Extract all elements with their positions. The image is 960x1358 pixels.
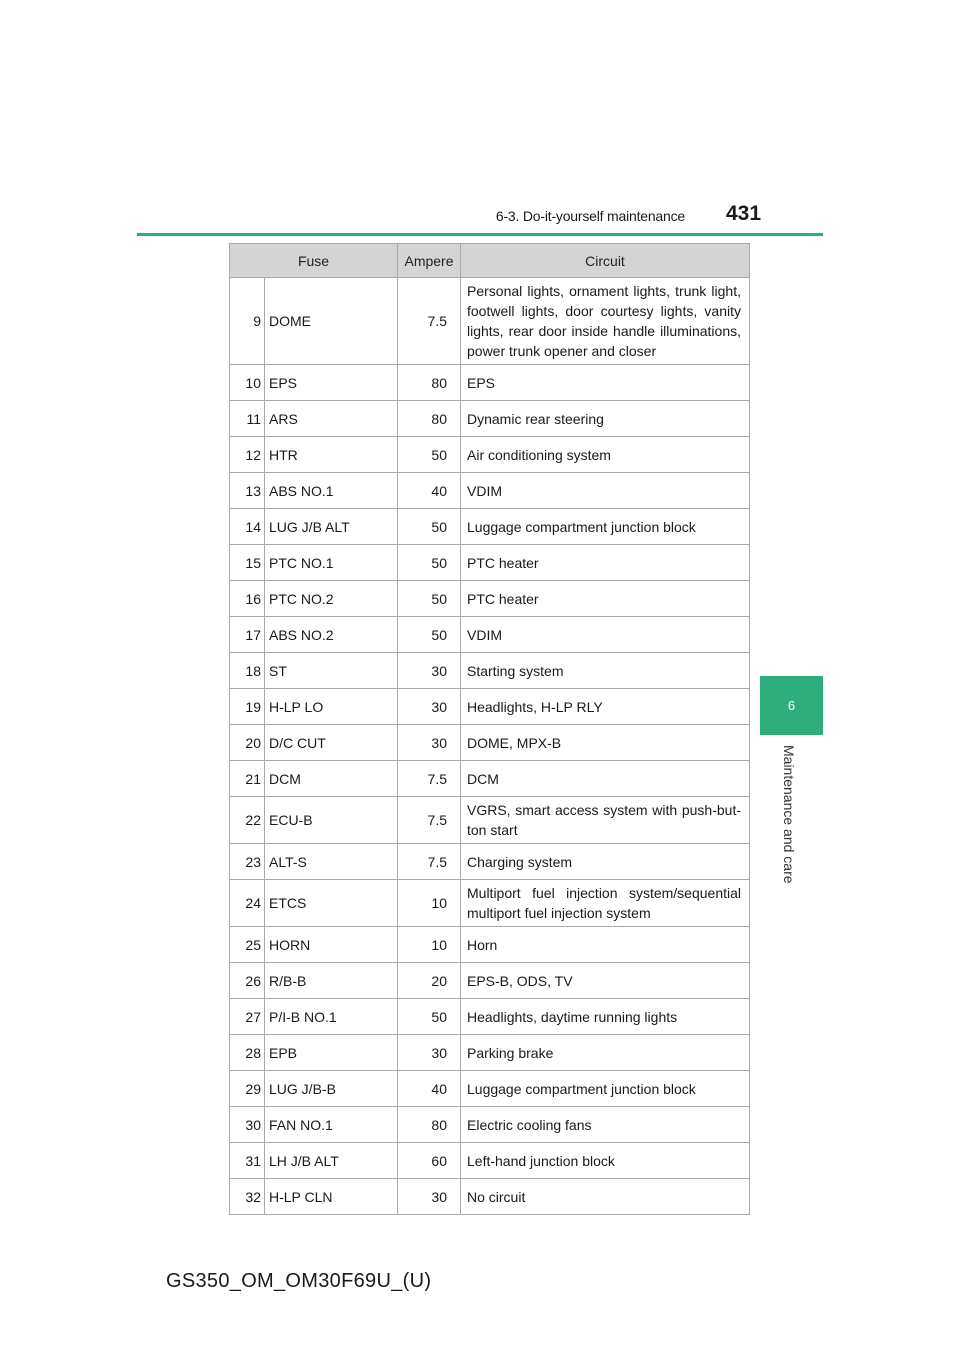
fuse-number-cell: 21 [230, 761, 265, 797]
circuit-cell: EPS-B, ODS, TV [461, 963, 750, 999]
circuit-cell: PTC heater [461, 545, 750, 581]
ampere-cell: 50 [398, 545, 461, 581]
fuse-number-cell: 28 [230, 1035, 265, 1071]
ampere-cell: 50 [398, 509, 461, 545]
fuse-name-cell: LUG J/B ALT [265, 509, 398, 545]
ampere-cell: 30 [398, 725, 461, 761]
ampere-cell: 50 [398, 581, 461, 617]
circuit-cell: EPS [461, 365, 750, 401]
circuit-cell: DCM [461, 761, 750, 797]
circuit-cell: VDIM [461, 617, 750, 653]
table-row [230, 401, 750, 437]
table-row [230, 653, 750, 689]
ampere-cell: 40 [398, 473, 461, 509]
section-title: 6-3. Do-it-yourself maintenance [495, 208, 685, 224]
fuse-number-cell: 27 [230, 999, 265, 1035]
ampere-cell: 60 [398, 1143, 461, 1179]
fuse-name-cell: DOME [265, 278, 398, 365]
table-row [230, 509, 750, 545]
fuse-number-cell: 13 [230, 473, 265, 509]
fuse-number-cell: 15 [230, 545, 265, 581]
ampere-cell: 50 [398, 617, 461, 653]
circuit-cell: VDIM [461, 473, 750, 509]
fuse-number-cell: 22 [230, 797, 265, 844]
table-row [230, 1143, 750, 1179]
table-row [230, 927, 750, 963]
fuse-name-cell: ALT-S [265, 844, 398, 880]
ampere-cell: 50 [398, 999, 461, 1035]
ampere-cell: 30 [398, 653, 461, 689]
chapter-tab[interactable]: 6 [760, 676, 823, 735]
fuse-name-cell: ST [265, 653, 398, 689]
circuit-cell: Parking brake [461, 1035, 750, 1071]
circuit-cell: Starting system [461, 653, 750, 689]
column-header-ampere: Ampere [398, 244, 461, 278]
fuse-number-cell: 31 [230, 1143, 265, 1179]
fuse-name-cell: H-LP LO [265, 689, 398, 725]
fuse-number-cell: 26 [230, 963, 265, 999]
fuse-name-cell: ETCS [265, 880, 398, 927]
table-row [230, 880, 750, 927]
table-row [230, 278, 750, 365]
circuit-cell: PTC heater [461, 581, 750, 617]
fuse-number-cell: 16 [230, 581, 265, 617]
column-header-fuse: Fuse [230, 244, 398, 278]
fuse-name-cell: ABS NO.1 [265, 473, 398, 509]
fuse-name-cell: PTC NO.2 [265, 581, 398, 617]
table-row [230, 473, 750, 509]
circuit-cell: Headlights, H-LP RLY [461, 689, 750, 725]
ampere-cell: 7.5 [398, 761, 461, 797]
fuse-number-cell: 12 [230, 437, 265, 473]
table-row [230, 437, 750, 473]
circuit-cell: VGRS, smart access system with push-but-ton start [461, 797, 750, 844]
ampere-cell: 80 [398, 365, 461, 401]
table-row [230, 725, 750, 761]
fuse-number-cell: 20 [230, 725, 265, 761]
fuse-name-cell: LUG J/B-B [265, 1071, 398, 1107]
table-row [230, 545, 750, 581]
ampere-cell: 10 [398, 927, 461, 963]
circuit-cell: Horn [461, 927, 750, 963]
ampere-cell: 7.5 [398, 278, 461, 365]
fuse-name-cell: DCM [265, 761, 398, 797]
fuse-name-cell: ARS [265, 401, 398, 437]
circuit-cell: No circuit [461, 1179, 750, 1215]
circuit-cell: Luggage compartment junction block [461, 509, 750, 545]
fuse-number-cell: 30 [230, 1107, 265, 1143]
fuse-name-cell: PTC NO.1 [265, 545, 398, 581]
fuse-number-cell: 24 [230, 880, 265, 927]
fuse-name-cell: HTR [265, 437, 398, 473]
fuse-number-cell: 25 [230, 927, 265, 963]
fuse-number-cell: 11 [230, 401, 265, 437]
ampere-cell: 80 [398, 401, 461, 437]
ampere-cell: 50 [398, 437, 461, 473]
fuse-number-cell: 29 [230, 1071, 265, 1107]
fuse-name-cell: P/I-B NO.1 [265, 999, 398, 1035]
table-row [230, 1035, 750, 1071]
ampere-cell: 40 [398, 1071, 461, 1107]
table-row [230, 1179, 750, 1215]
table-row [230, 689, 750, 725]
fuse-name-cell: H-LP CLN [265, 1179, 398, 1215]
table-row [230, 1107, 750, 1143]
fuse-number-cell: 10 [230, 365, 265, 401]
page-number: 431 [726, 202, 762, 225]
fuse-table [229, 243, 750, 1215]
ampere-cell: 30 [398, 1035, 461, 1071]
circuit-cell: Dynamic rear steering [461, 401, 750, 437]
circuit-cell: Headlights, daytime running lights [461, 999, 750, 1035]
table-row [230, 617, 750, 653]
fuse-name-cell: LH J/B ALT [265, 1143, 398, 1179]
fuse-number-cell: 14 [230, 509, 265, 545]
fuse-name-cell: EPS [265, 365, 398, 401]
circuit-cell: Charging system [461, 844, 750, 880]
table-row [230, 963, 750, 999]
ampere-cell: 30 [398, 689, 461, 725]
fuse-number-cell: 18 [230, 653, 265, 689]
table-body [230, 278, 750, 1215]
fuse-name-cell: EPB [265, 1035, 398, 1071]
table-header-row [230, 244, 750, 278]
chapter-label: Maintenance and care [781, 745, 797, 884]
circuit-cell: Personal lights, ornament lights, trunk light, footwell lights, door courtesy lights, vanity lights, rear door inside handle illuminations, power trunk opener and closer [461, 278, 750, 365]
fuse-name-cell: ECU-B [265, 797, 398, 844]
circuit-cell: Left-hand junction block [461, 1143, 750, 1179]
column-header-circuit: Circuit [461, 244, 750, 278]
fuse-name-cell: D/C CUT [265, 725, 398, 761]
circuit-cell: Luggage compartment junction block [461, 1071, 750, 1107]
table-row [230, 999, 750, 1035]
fuse-name-cell: ABS NO.2 [265, 617, 398, 653]
ampere-cell: 7.5 [398, 797, 461, 844]
ampere-cell: 10 [398, 880, 461, 927]
ampere-cell: 80 [398, 1107, 461, 1143]
table-row [230, 365, 750, 401]
ampere-cell: 30 [398, 1179, 461, 1215]
fuse-number-cell: 23 [230, 844, 265, 880]
fuse-name-cell: HORN [265, 927, 398, 963]
fuse-number-cell: 17 [230, 617, 265, 653]
document-id: GS350_OM_OM30F69U_(U) [166, 1270, 432, 1292]
table-row [230, 797, 750, 844]
fuse-number-cell: 9 [230, 278, 265, 365]
ampere-cell: 7.5 [398, 844, 461, 880]
circuit-cell: Electric cooling fans [461, 1107, 750, 1143]
fuse-name-cell: R/B-B [265, 963, 398, 999]
table-row [230, 1071, 750, 1107]
fuse-name-cell: FAN NO.1 [265, 1107, 398, 1143]
circuit-cell: Air conditioning system [461, 437, 750, 473]
header-divider [137, 233, 823, 236]
table-row [230, 581, 750, 617]
fuse-number-cell: 19 [230, 689, 265, 725]
table-row [230, 844, 750, 880]
ampere-cell: 20 [398, 963, 461, 999]
circuit-cell: DOME, MPX-B [461, 725, 750, 761]
circuit-cell: Multiport fuel injection system/sequential multiport fuel injection system [461, 880, 750, 927]
fuse-number-cell: 32 [230, 1179, 265, 1215]
table-row [230, 761, 750, 797]
